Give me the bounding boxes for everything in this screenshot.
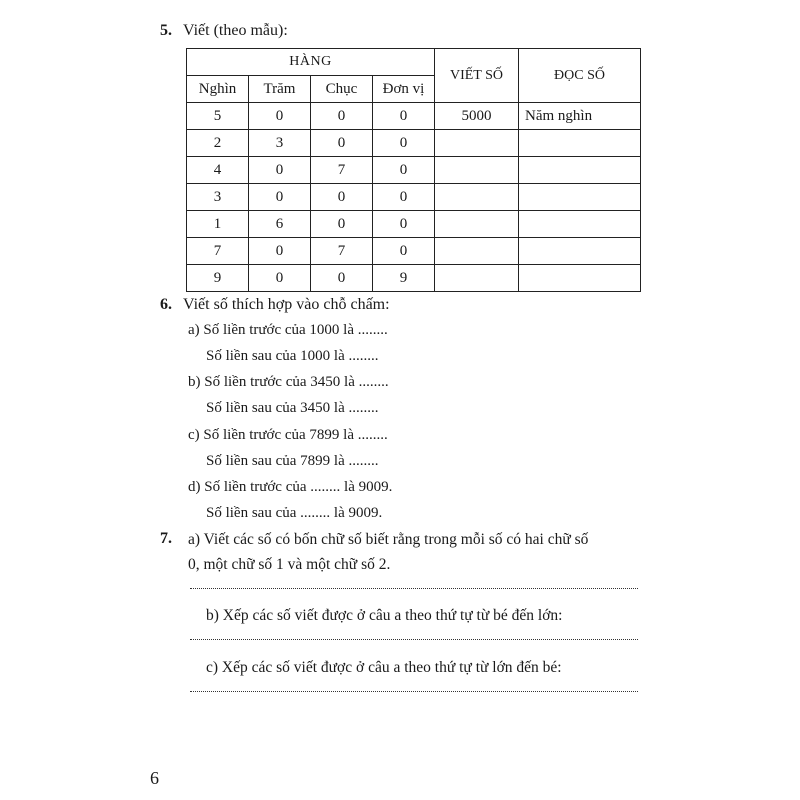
ex7-b-text: b) Xếp các số viết được ở câu a theo thứ tự từ bé đến lớn: <box>206 607 563 624</box>
column-header-nghin: Nghìn <box>187 76 249 103</box>
cell-chuc: 0 <box>311 265 373 292</box>
ex6-b-before: b) Số liền trước của 3450 là ........ <box>188 374 389 390</box>
cell-tram: 6 <box>249 211 311 238</box>
cell-viet-so[interactable] <box>435 130 519 157</box>
cell-chuc: 0 <box>311 103 373 130</box>
ex6-b-after: Số liền sau của 3450 là ........ <box>206 400 379 416</box>
cell-nghin: 5 <box>187 103 249 130</box>
cell-nghin: 7 <box>187 238 249 265</box>
cell-viet-so[interactable] <box>435 238 519 265</box>
cell-chuc: 7 <box>311 157 373 184</box>
ex7-c-answer-line[interactable] <box>190 691 638 692</box>
cell-chuc: 0 <box>311 211 373 238</box>
cell-tram: 0 <box>249 157 311 184</box>
ex7-c-text: c) Xếp các số viết được ở câu a theo thứ tự từ lớn đến bé: <box>206 659 562 676</box>
place-value-table <box>186 48 641 292</box>
exercise-5-number: 5. <box>160 22 172 39</box>
cell-doc-so[interactable] <box>519 157 641 184</box>
table-row <box>187 130 641 157</box>
cell-tram: 0 <box>249 103 311 130</box>
cell-don-vi: 0 <box>373 211 435 238</box>
cell-don-vi: 0 <box>373 157 435 184</box>
cell-nghin: 3 <box>187 184 249 211</box>
exercise-5-title: Viết (theo mẫu): <box>183 22 288 39</box>
column-header-don-vi: Đơn vị <box>373 76 435 103</box>
cell-doc-so[interactable] <box>519 130 641 157</box>
cell-don-vi: 0 <box>373 103 435 130</box>
cell-viet-so[interactable] <box>435 184 519 211</box>
cell-doc-so[interactable] <box>519 238 641 265</box>
ex6-d-after: Số liền sau của ........ là 9009. <box>206 505 383 521</box>
cell-don-vi: 0 <box>373 238 435 265</box>
cell-viet-so[interactable]: 5000 <box>435 103 519 130</box>
cell-doc-so[interactable] <box>519 265 641 292</box>
table-row <box>187 103 641 130</box>
cell-nghin: 2 <box>187 130 249 157</box>
exercise-6-number: 6. <box>160 296 172 313</box>
cell-don-vi: 9 <box>373 265 435 292</box>
cell-don-vi: 0 <box>373 130 435 157</box>
ex7-a-line1: a) Viết các số có bốn chữ số biết rằng trong mỗi số có hai chữ số <box>188 531 589 548</box>
viet-so-header: VIẾT SỐ <box>435 49 519 103</box>
ex7-b-answer-line[interactable] <box>190 639 638 640</box>
cell-chuc: 0 <box>311 130 373 157</box>
ex6-d-before: d) Số liền trước của ........ là 9009. <box>188 479 393 495</box>
table-row <box>187 238 641 265</box>
table-row <box>187 184 641 211</box>
cell-nghin: 4 <box>187 157 249 184</box>
cell-viet-so[interactable] <box>435 157 519 184</box>
doc-so-header: ĐỌC SỐ <box>519 49 641 103</box>
cell-nghin: 1 <box>187 211 249 238</box>
cell-tram: 0 <box>249 184 311 211</box>
cell-chuc: 0 <box>311 184 373 211</box>
cell-tram: 0 <box>249 265 311 292</box>
cell-viet-so[interactable] <box>435 211 519 238</box>
table-row <box>187 265 641 292</box>
table-row <box>187 211 641 238</box>
cell-nghin: 9 <box>187 265 249 292</box>
cell-chuc: 7 <box>311 238 373 265</box>
cell-viet-so[interactable] <box>435 265 519 292</box>
ex7-a-answer-line[interactable] <box>190 588 638 589</box>
ex6-c-after: Số liền sau của 7899 là ........ <box>206 453 379 469</box>
hang-header: HÀNG <box>187 49 435 76</box>
cell-doc-so[interactable] <box>519 211 641 238</box>
table-row <box>187 157 641 184</box>
column-header-tram: Trăm <box>249 76 311 103</box>
cell-tram: 0 <box>249 238 311 265</box>
exercise-7-number: 7. <box>160 530 172 547</box>
cell-tram: 3 <box>249 130 311 157</box>
page-number: 6 <box>150 768 159 788</box>
cell-don-vi: 0 <box>373 184 435 211</box>
ex7-a-line2: 0, một chữ số 1 và một chữ số 2. <box>188 556 391 573</box>
ex6-a-before: a) Số liền trước của 1000 là ........ <box>188 322 388 338</box>
cell-doc-so[interactable]: Năm nghìn <box>519 103 641 130</box>
column-header-chuc: Chục <box>311 76 373 103</box>
exercise-6-title: Viết số thích hợp vào chỗ chấm: <box>183 296 390 313</box>
cell-doc-so[interactable] <box>519 184 641 211</box>
ex6-c-before: c) Số liền trước của 7899 là ........ <box>188 427 388 443</box>
ex6-a-after: Số liền sau của 1000 là ........ <box>206 348 379 364</box>
